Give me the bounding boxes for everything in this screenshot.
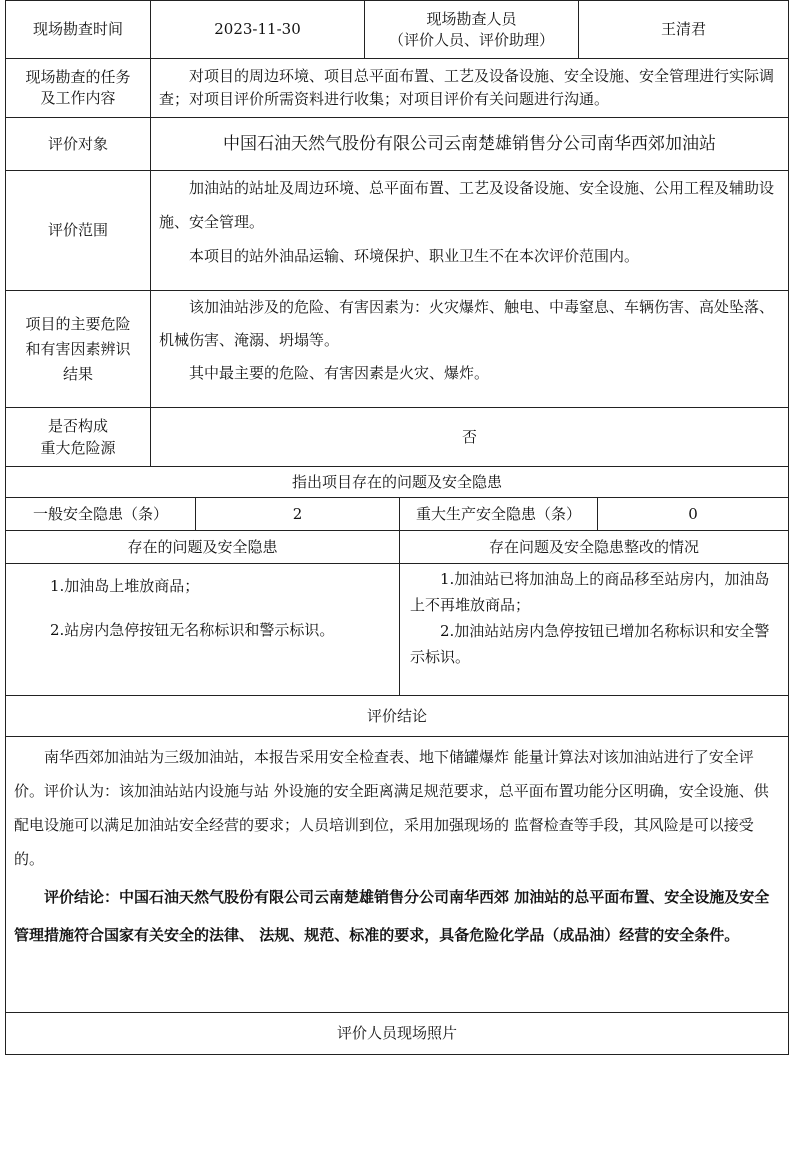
conclusion-header-text: 评价结论 — [366, 706, 427, 725]
survey-staff-label-line1: 现场勘查人员 — [426, 9, 517, 28]
survey-staff-label — [364, 0, 579, 59]
general-hazard-count-value — [195, 497, 400, 531]
rectification-list — [399, 563, 789, 696]
conclusion-para2: 评价结论：中国石油天然气股份有限公司云南楚雄销售分公司南华西郊 加油站的总平面布置、安全设施及安全管理措施符合国家有关安全的法律、 法规、规范、标准的要求，具备危险化学品（成品油）经营的安全条件。 — [14, 888, 770, 944]
survey-time-label-text: 现场勘查时间 — [32, 20, 123, 38]
evaluation-object-value-text: 中国石油天然气股份有限公司云南楚雄销售分公司南华西郊加油站 — [223, 133, 716, 154]
major-hazard-value-text: 否 — [461, 427, 477, 446]
task-content-text: 对项目的周边环境、项目总平面布置、工艺及设备设施、安全设施、安全管理进行实际调查；对项目评价所需资料进行收集；对项目评价有关问题进行沟通。 — [159, 67, 775, 108]
evaluation-object-label — [5, 117, 151, 171]
evaluation-object-value — [150, 117, 789, 171]
hazards-label-line2: 和有害因素辨识 — [25, 339, 131, 358]
major-hazard-label — [5, 407, 151, 467]
evaluation-scope-para1: 加油站的站址及周边环境、总平面布置、工艺及设备设施、安全设施、公用工程及辅助设施、安全管理。 — [159, 179, 775, 231]
rectification-header — [399, 530, 789, 564]
hazards-content — [150, 290, 789, 408]
general-hazard-count-value-text: 2 — [292, 504, 303, 523]
major-hazard-count-value-text: 0 — [688, 504, 698, 523]
survey-staff-value — [578, 0, 789, 59]
problem-item-1: 1.加油岛上堆放商品； — [50, 577, 200, 595]
evaluation-scope-para2: 本项目的站外油品运输、环境保护、职业卫生不在本次评价范围内。 — [189, 247, 640, 265]
task-content — [150, 58, 789, 118]
major-hazard-count-label — [399, 497, 598, 531]
photos-header-text: 评价人员现场照片 — [336, 1024, 457, 1042]
general-hazard-count-label-text: 一般安全隐患（条） — [32, 504, 168, 523]
problems-header — [5, 530, 400, 564]
photos-header — [5, 1012, 789, 1055]
conclusion-para1: 南华西郊加油站为三级加油站，本报告采用安全检查表、地下储罐爆炸 能量计算法对该加油站进行了安全评价。评价认为：该加油站站内设施与站 外设施的安全距离满足规范要求，总平面布置功能分区明确，安全设施、供 配电设施可以满足加油站安全经营的要求；人员培训到位，采用加强现场的 监督检查等手段，其风险是可以接受的。 — [14, 748, 769, 868]
task-label — [5, 58, 151, 118]
hazards-para1: 该加油站涉及的危险、有害因素为：火灾爆炸、触电、中毒窒息、车辆伤害、高处坠落、机械伤害、淹溺、坍塌等。 — [159, 298, 775, 349]
evaluation-object-label-text: 评价对象 — [47, 134, 108, 153]
survey-staff-value-text: 王清君 — [660, 20, 706, 38]
general-hazard-count-label — [5, 497, 196, 531]
hazards-label-line3: 结果 — [62, 364, 93, 383]
major-hazard-count-value — [597, 497, 789, 531]
task-label-line1: 现场勘查的任务 — [25, 68, 131, 86]
evaluation-scope-label — [5, 170, 151, 291]
problems-header-text: 存在的问题及安全隐患 — [127, 537, 278, 556]
survey-staff-label-line2: （评价人员、评价助理） — [388, 30, 554, 49]
major-hazard-value — [150, 407, 789, 467]
rectification-header-text: 存在问题及安全隐患整改的情况 — [488, 537, 699, 556]
problem-item-2: 2.站房内急停按钮无名称标识和警示标识。 — [50, 621, 335, 639]
survey-time-value-text: 2023-11-30 — [214, 20, 301, 38]
rectification-item-2: 2.加油站站房内急停按钮已增加名称标识和安全警示标识。 — [410, 622, 770, 666]
major-hazard-count-label-text: 重大生产安全隐患（条） — [415, 504, 581, 523]
rectification-item-1: 1.加油站已将加油岛上的商品移至站房内，加油岛上不再堆放商品； — [410, 570, 770, 614]
major-hazard-label-line2: 重大危险源 — [40, 439, 116, 457]
issues-header — [5, 466, 789, 498]
hazards-para2: 其中最主要的危险、有害因素是火灾、爆炸。 — [189, 364, 490, 382]
hazards-label-line1: 项目的主要危险 — [25, 314, 131, 333]
problems-list — [5, 563, 400, 696]
survey-time-label — [5, 0, 151, 59]
hazards-label — [5, 290, 151, 408]
evaluation-scope-content — [150, 170, 789, 291]
survey-time-value — [150, 0, 365, 59]
conclusion-header — [5, 695, 789, 737]
evaluation-scope-label-text: 评价范围 — [47, 221, 108, 239]
issues-header-text: 指出项目存在的问题及安全隐患 — [291, 472, 502, 491]
conclusion-content — [5, 736, 789, 1013]
task-label-line2: 及工作内容 — [40, 89, 116, 107]
major-hazard-label-line1: 是否构成 — [47, 417, 108, 435]
